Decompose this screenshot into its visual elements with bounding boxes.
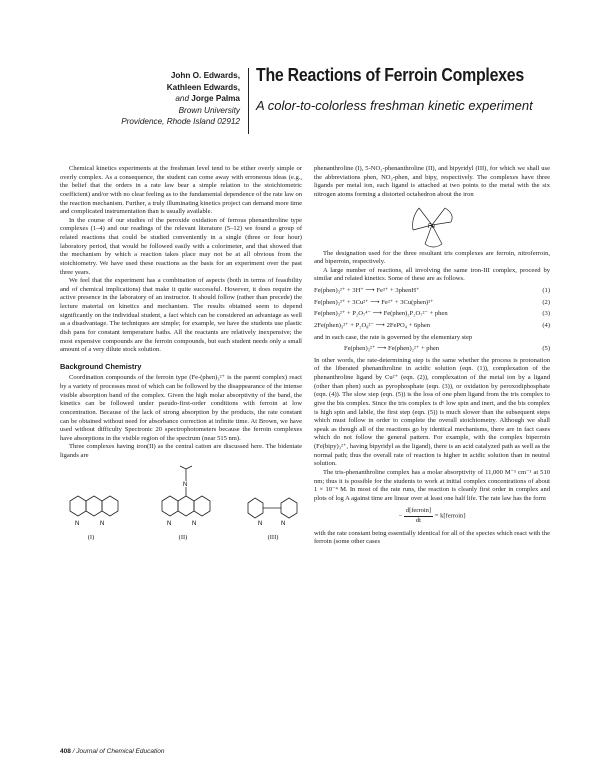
left-column — [60, 165, 302, 543]
equation-4: 2Fe(phen)₃²⁺ + P₂O₈²⁻ ⟶ 2FePO₄ + 6phen (4) — [314, 321, 550, 329]
title-divider — [248, 68, 249, 134]
svg-text:N: N — [258, 520, 263, 527]
equation-5: Fe(phen)₃²⁺ ⟶ Fe(phen)₂²⁺ + phen (5) — [344, 345, 550, 353]
page-footer — [60, 748, 164, 755]
svg-text:N: N — [100, 520, 105, 527]
paragraph: and in each case, the rate is governed by the elementary step — [314, 333, 473, 341]
paragraph: We feel that the experiment has a combination of aspects (both in terms of feasibility and of chemical implications) that make it quite successful. However, it does require the active presence in the laboratory of an instructor. It should follow (rather than precede) the lecture material on kinetics and mechanism. The results obtained seem to depend significantly on the individual student, a fact which can be considered an advantage as well as a disadvantage. The techniques are simple; for example, we have the students use plastic dish pans for constant temperature baths. All the reactants are relatively inexpensive; the most expensive compounds are the ferroin compounds, but each student needs only a small amount of a very dilute stock solution. — [60, 277, 302, 354]
equation-3: Fe(phen)₃²⁺ + P₂O₇⁴⁻ ⟶ Fe(phen)₂P₂O₇²⁻ + phen (3) — [314, 310, 550, 318]
ligand-nitro-phen: N N N (II) — [152, 465, 214, 543]
paragraph: phenanthroline (I), 5-NO₂-phenanthroline (II), and bipyridyl (III), for which we shall use the abbreviations phen, NO₂-phen, and bipy, respectively. The complexes have three ligands per metal ion, each ligand is attached at two points to the metal with the six nitrogen atoms forming a distorted octahedron about the iron — [314, 165, 550, 198]
equation-1: Fe(phen)₃²⁺ + 3H⁺ ⟶ Fe²⁺ + 3phenH⁺ (1) — [314, 287, 550, 294]
article-subtitle: A color-to-colorless freshman kinetic experiment — [256, 98, 533, 113]
rate-law: − $\frac{\text{d[ferroin]}}{dt}$ = k[ferroin] — [398, 507, 466, 524]
paragraph: In the course of our studies of the peroxide oxidation of ferrous phenanthroline type complexes (1–4) and our readings of the relevant literature (5–12) we found a group of related reactions that could be studied conveniently in a single (three or four hour) laboratory period, that would be followed easily with a colorimeter, and that showed that the mechanism by which a reaction takes place may not be at all obvious from the stoichiometry. We have used these reactions as the basis for an experiment over the past three years. — [60, 216, 302, 276]
ligand-phen: N N (I) — [60, 487, 122, 543]
section-heading: Background Chemistry — [60, 361, 142, 371]
paragraph: Coordination compounds of the ferroin type (Fe-(phen)₃²⁺ is the parent complex) react by a variety of processes most of which can be followed by the disappearance of the intense visible absorption band of the complex. Given the high molar absorptivity of the band, the kinetics can be followed under pseudo-first-order conditions with ferroin at low concentration. Because of the lack of strong absorption by the products, the rate constant can be obtained without need for absorbance correction at infinite time. At Brown, we have used without difficulty Spectronic 20 spectrophotometers because the ferroin complexes have absorptions in the visible region of the spectrum (near 515 nm). — [60, 374, 302, 442]
equation-2: Fe(phen)₃²⁺ + 3Cu²⁺ ⟶ Fe²⁺ + 3Cu(phen)²⁺ (2) — [314, 298, 550, 306]
author-1: John O. Edwards, — [170, 71, 240, 80]
affiliation-university: Brown University — [178, 105, 240, 115]
paragraph: Three complexes having iron(II) as the central cation are discussed here. The bidentate ligands are — [60, 443, 302, 459]
author-block — [88, 70, 240, 128]
phenanthroline-structure-icon — [60, 487, 122, 531]
ligand-structures — [60, 465, 302, 543]
paragraph: with the rate constant being essentially identical for all of the species which react with the ferroin (some other cases — [314, 529, 550, 546]
octahedral-complex-icon — [397, 200, 467, 250]
nitro-phenanthroline-structure-icon — [152, 465, 214, 531]
journal-name: / Journal of Chemical Education — [72, 748, 165, 755]
svg-text:N: N — [192, 520, 197, 527]
right-column — [314, 165, 550, 547]
author-2: Kathleen Edwards, — [166, 82, 240, 92]
paragraph: In other words, the rate-determining step is the same whether the process is protonation of the liberated phenanthroline in acidic solution (eqn. (1)), complexation of the phenanthroline ligand by Cu²⁺ (eqn. (2)), complexation of the metal ion by a ligand (other than phen) such as pyrophosphate (eqn. (3)), or oxidation by peroxodiphosphate (eqn. (4)). The slow step (eqn. (5)) is the loss of one phen ligand from the tris complex to give the bis complex. Since the tris complex is d⁶ low spin and inert, and the bis complex is high spin and labile, the first step (eqn. (5)) is much slower than the subsequent steps which must follow in order to complete the overall stoichiometry. Although we shall speak as though all of the reactions go by identical mechanisms, there are in fact cases which do not follow the general pattern. For example, with the complex biperroin (Fe(bipy)₃²⁺, having bipyridyl as the ligand), there is an acid catalyzed path as well as the normal path; thus the overall rate of reaction is higher in acidic solution than in neutral solution. — [314, 356, 550, 468]
article-title: The Reactions of Ferroin Complexes — [256, 64, 524, 85]
svg-text:N: N — [183, 481, 188, 488]
author-3: and Jorge Palma — [175, 94, 240, 104]
paragraph: A large number of reactions, all involving the same iron-III complex, proceed by similar and related kinetics. Some of these are as follows. — [314, 266, 550, 283]
svg-text:N: N — [281, 520, 286, 527]
paragraph: Chemical kinetics experiments at the freshman level tend to be either overly simple or overly complex. As a consequence, the student can come away with erroneous ideas (e.g., the belief that the orders in a rate law bear a simple relation to the stoichiometric coefficient) and/or with no clear feeling as to the fundamental dependence of the rate law on the reaction mechanism. Further, a truly illuminating kinetics project can demand more time and complicated instrumentation than is usually available. — [60, 165, 302, 216]
bipyridyl-structure-icon — [244, 487, 302, 531]
svg-text:Fe: Fe — [428, 223, 436, 230]
paragraph: The designation used for the three resultant tris complexes are ferroin, nitroferroin, and biperroin, respectively. — [314, 249, 550, 266]
svg-text:N: N — [167, 520, 172, 527]
page-number: 408 — [60, 748, 71, 755]
affiliation-location: Providence, Rhode Island 02912 — [121, 117, 240, 127]
svg-text:N: N — [75, 520, 80, 527]
paragraph: The tris-phenanthroline complex has a molar absorptivity of 11,000 M⁻¹ cm⁻¹ at 510 nm; thus it is possible for the students to work at initial complex concentrations of about 1 × 10⁻⁴ M. In most of the rate runs, the reaction is cleanly first order in complex and plots of log A against time are linear over at least one half life. The rate law has the form — [314, 468, 550, 502]
ligand-bipy: N N (III) — [244, 487, 302, 543]
